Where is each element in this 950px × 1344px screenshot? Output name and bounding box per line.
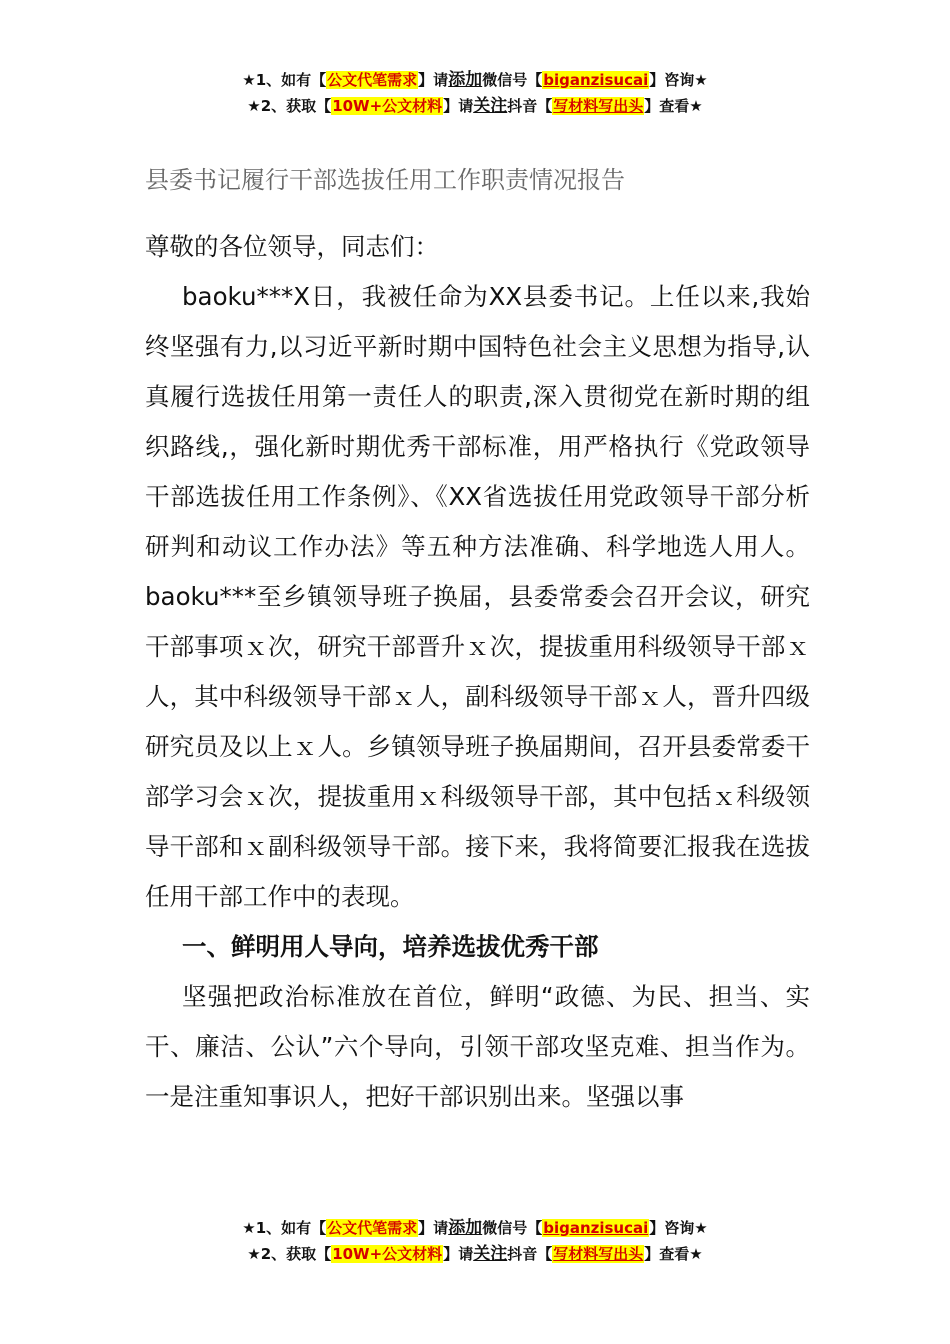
promo-text: 】请	[443, 97, 474, 115]
promo-banner-top	[0, 67, 950, 119]
promo-line-2	[0, 1241, 950, 1267]
promo-emphasis: 添加	[448, 1218, 483, 1238]
promo-text: 抖音【	[507, 97, 553, 115]
promo-wechat-id: biganzisucai	[543, 71, 649, 89]
document-body	[145, 222, 810, 1122]
promo-text: ★1、如有【	[242, 1219, 327, 1237]
promo-douyin-id: 写材料写出头	[553, 97, 644, 115]
promo-text: 】请	[418, 1219, 449, 1237]
promo-highlight: 10W+公文材料	[332, 1245, 443, 1263]
promo-banner-bottom	[0, 1215, 950, 1267]
promo-text: 】咨询★	[649, 71, 708, 89]
promo-text: 】查看★	[644, 1245, 703, 1263]
section-heading-1: 一、鲜明用人导向，培养选拔优秀干部	[182, 932, 599, 961]
promo-emphasis: 添加	[448, 70, 483, 90]
document-title: 县委书记履行干部选拔任用工作职责情况报告	[145, 166, 625, 194]
promo-text: 】查看★	[644, 97, 703, 115]
promo-wechat-id: biganzisucai	[543, 1219, 649, 1237]
promo-text: ★2、获取【	[247, 1245, 332, 1263]
promo-text: 】请	[418, 71, 449, 89]
promo-emphasis: 关注	[473, 1244, 508, 1264]
promo-line-1	[0, 67, 950, 93]
promo-highlight: 公文代笔需求	[327, 71, 418, 89]
promo-text: 】咨询★	[649, 1219, 708, 1237]
promo-text: 抖音【	[507, 1245, 553, 1263]
paragraph-section-1: 坚强把政治标准放在首位，鲜明“政德、为民、担当、实干、廉洁、公认”六个导向，引领干部攻坚克难、担当作为。一是注重知事识人，把好干部识别出来。坚强以事	[145, 982, 810, 1111]
promo-text: ★1、如有【	[242, 71, 327, 89]
promo-text: 微信号【	[482, 71, 543, 89]
promo-text: ★2、获取【	[247, 97, 332, 115]
promo-douyin-id: 写材料写出头	[553, 1245, 644, 1263]
promo-highlight: 10W+公文材料	[332, 97, 443, 115]
paragraph-intro: baoku***X日，我被任命为XX县委书记。上任以来,我始终坚强有力,以习近平新时期中国特色社会主义思想为指导,认真履行选拔任用第一责任人的职责,深入贯彻党在新时期的组织路线,，强化新时期优秀干部标准，用严格执行《党政领导干部选拔任用工作条例》、《XX省选拔任用党政领导干部分析研判和动议工作办法》等五种方法准确、科学地选人用人。baoku***至乡镇领导班子换届，县委常委会召开会议，研究干部事项ｘ次，研究干部晋升ｘ次，提拔重用科级领导干部ｘ人，其中科级领导干部ｘ人，副科级领导干部ｘ人，晋升四级研究员及以上ｘ人。乡镇领导班子换届期间，召开县委常委干部学习会ｘ次，提拔重用ｘ科级领导干部，其中包括ｘ科级领导干部和ｘ副科级领导干部。接下来，我将简要汇报我在选拔任用干部工作中的表现。	[145, 282, 810, 911]
promo-emphasis: 关注	[473, 96, 508, 116]
promo-highlight: 公文代笔需求	[327, 1219, 418, 1237]
promo-line-2	[0, 93, 950, 119]
promo-text: 】请	[443, 1245, 474, 1263]
promo-text: 微信号【	[482, 1219, 543, 1237]
greeting: 尊敬的各位领导，同志们：	[145, 232, 439, 261]
promo-line-1	[0, 1215, 950, 1241]
